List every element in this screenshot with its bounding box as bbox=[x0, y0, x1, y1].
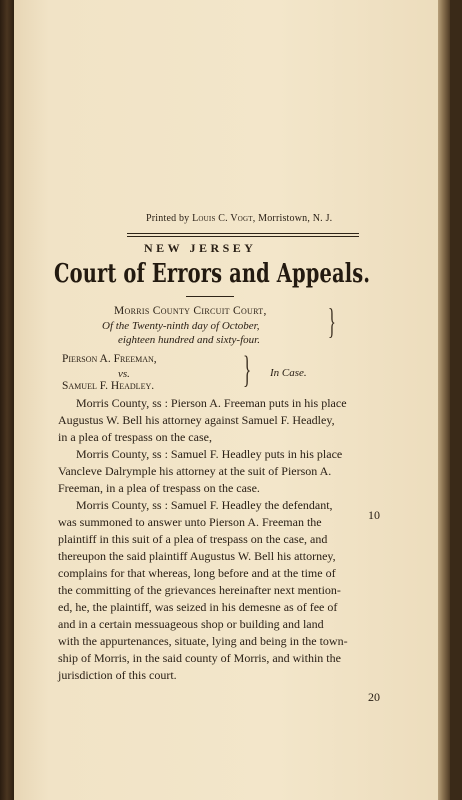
body-line: Augustus W. Bell his attorney against Samuel F. Headley, bbox=[58, 413, 335, 427]
body-line: and in a certain messuageous shop or building and land bbox=[58, 617, 324, 631]
plaintiff-name: Pierson A. Freeman, bbox=[62, 353, 157, 365]
body-line: ship of Morris, in the said county of Morris, and within the bbox=[58, 651, 341, 665]
body-line: the committing of the grievances hereinafter next mention- bbox=[58, 583, 341, 597]
venue-year: eighteen hundred and sixty-four. bbox=[118, 334, 260, 346]
page-edge bbox=[438, 0, 450, 800]
state-heading: NEW JERSEY bbox=[144, 241, 257, 255]
printer-suffix: , Morristown, N. J. bbox=[252, 213, 333, 224]
top-rule bbox=[127, 233, 359, 234]
body-line: ed, he, the plaintiff, was seized in his demesne as of fee of bbox=[58, 600, 338, 614]
case-type: In Case. bbox=[270, 367, 307, 379]
venue-date: Of the Twenty-ninth day of October, bbox=[102, 320, 260, 332]
printer-name: Louis C. Vogt bbox=[192, 213, 253, 224]
court-title: Court of Errors and Appeals. bbox=[54, 259, 371, 289]
venue-court: Morris County Circuit Court, bbox=[114, 305, 267, 317]
printer-credit bbox=[146, 213, 332, 224]
book-spine bbox=[0, 0, 14, 800]
printer-prefix: Printed by bbox=[146, 213, 193, 224]
defendant-name: Samuel F. Headley. bbox=[62, 380, 155, 392]
body-line: Freeman, in a plea of trespass on the case. bbox=[58, 481, 260, 495]
body-line: in a plea of trespass on the case, bbox=[58, 430, 212, 444]
parties-brace-icon: } bbox=[243, 349, 252, 391]
body-line: complains for that whereas, long before and at the time of bbox=[58, 566, 336, 580]
body-line: Morris County, ss : Pierson A. Freeman puts in his place bbox=[76, 396, 347, 410]
venue-brace-icon: } bbox=[328, 301, 336, 341]
versus-label: vs. bbox=[118, 368, 130, 380]
top-rule-thin bbox=[127, 236, 359, 237]
short-rule bbox=[186, 296, 234, 297]
body-line: Morris County, ss : Samuel F. Headley the defendant, bbox=[76, 498, 333, 512]
line-number-10: 10 bbox=[368, 508, 380, 522]
body-line: Vancleve Dalrymple his attorney at the suit of Pierson A. bbox=[58, 464, 332, 478]
body-line: with the appurtenances, situate, lying and being in the town- bbox=[58, 634, 348, 648]
line-number-20: 20 bbox=[368, 690, 380, 704]
body-line: jurisdiction of this court. bbox=[58, 668, 177, 682]
body-line: Morris County, ss : Samuel F. Headley puts in his place bbox=[76, 447, 343, 461]
body-line: thereupon the said plaintiff Augustus W. Bell his attorney, bbox=[58, 549, 336, 563]
body-line: plaintiff in this suit of a plea of trespass on the case, and bbox=[58, 532, 328, 546]
book-page bbox=[14, 0, 450, 800]
body-line: was summoned to answer unto Pierson A. Freeman the bbox=[58, 515, 322, 529]
